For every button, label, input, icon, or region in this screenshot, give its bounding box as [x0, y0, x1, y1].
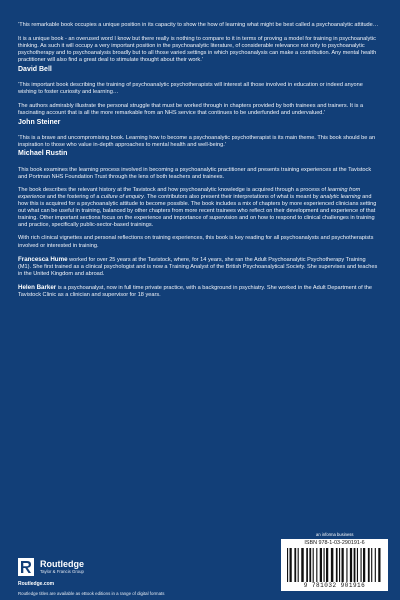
- publisher-url: Routledge.com: [18, 581, 55, 587]
- description-paragraph-3: With rich clinical vignettes and personal reflections on training experiences, this book is key reading for all psychoanalysts and psychotherapists involved or interested in training.: [18, 235, 374, 249]
- author-bio-text-2: is a psychoanalyst, now in full time private practice, with a background in psychiatry. She worked in the Adult Department of the Tavistock Clinic as a clinician and supervisor for 18 years.: [18, 284, 372, 299]
- informa-business-label: an informa business: [316, 532, 354, 537]
- routledge-r-icon: [18, 558, 34, 576]
- author-name-2: Helen Barker: [18, 283, 57, 291]
- routledge-logo: [18, 558, 118, 578]
- author-bio-2: [18, 284, 380, 299]
- barcode-bar: [350, 548, 352, 582]
- description-paragraph-1: This book examines the learning process involved in becoming a psychoanalytic practitioner and presents training experiences at the Tavistock and Portman NHS Foundation Trust through the lens of both teachers and trainees.: [18, 166, 372, 180]
- barcode-bar: [346, 548, 347, 582]
- barcode-bar: [336, 548, 338, 582]
- barcode-bar: [363, 548, 365, 582]
- barcode-bar: [368, 548, 370, 582]
- barcode-bar: [324, 548, 325, 582]
- barcode-bar: [342, 548, 344, 582]
- endorsement-author-2: John Steiner: [18, 118, 61, 126]
- barcode-digits: 9 781032 901916: [303, 582, 366, 589]
- endorsement-quote-2: ‘This important book describing the training of psychoanalytic psychotherapists will interest all those involved in education or indeed anyone wishing to foster curiosity and learning… The authors admirably illustrate the personal struggle that must be worked through in chapters provided by both trainees and trainers. It is a fascinating account that is all the more remarkable from an NHS service that continues to be underfunded and undervalued.’: [18, 82, 364, 117]
- isbn-label: ISBN 978-1-03-290191-6: [304, 540, 365, 546]
- isbn-barcode: [281, 539, 388, 591]
- barcode-bar: [309, 548, 311, 582]
- author-bio-text-1: worked for over 25 years at the Tavistock, where, for 14 years, she ran the Adult Psychoanalytic Psychotherapy Training (M1). She first trained as a clinical psychologist and is now a Training Analyst of the British Psychoanalytical Society. She supervises and teaches in the United Kingdom and abroad.: [18, 256, 378, 277]
- barcode-bar: [357, 548, 358, 582]
- barcode-bar: [306, 548, 308, 582]
- barcode-bar: [294, 548, 296, 582]
- barcode-bar: [361, 548, 362, 582]
- barcode-bar: [287, 548, 288, 582]
- author-bio-1: [18, 256, 380, 278]
- endorsement-author-3: Michael Rustin: [18, 150, 68, 158]
- barcode-bar: [301, 548, 303, 582]
- barcode-bar: [326, 548, 328, 582]
- barcode-bar: [331, 548, 333, 582]
- barcode-bar: [320, 548, 322, 582]
- barcode-bar: [375, 548, 376, 582]
- back-cover-text: [18, 22, 380, 305]
- barcode-bar: [371, 548, 372, 582]
- barcode-bar: [378, 548, 380, 582]
- barcode-bar: [290, 548, 292, 582]
- author-name-1: Francesca Hume: [18, 255, 68, 263]
- endorsement-quote-3: ‘This is a brave and uncompromising book. Learning how to become a psychoanalytic psychotherapist is its main theme. This book should be an inspiration to those who value in-depth approaches to mental health and well-being.’: [18, 135, 376, 149]
- barcode-bar: [298, 548, 299, 582]
- endorsement-quote-1: ‘This remarkable book occupies a unique position in its capacity to show the how of learning what might be best called a psychoanalytic attitude… It is a unique book - an overused word I know but there really is nothing to compare to it in terms of proving a model for training in psychoanalytic thinking. As such it will occupy a very important position in the psychoanalytic literature, of considerable relevance not only to psychoanalytic psychotherapy and to psychoanalysis broadly but to all those varied settings in which psychoanalysis can make a contribution. Any mental health practitioner will also find a great deal to stimulate thought about their work.’: [18, 22, 379, 64]
- barcode-bars: [287, 548, 382, 582]
- ebook-note: Routledge titles are available as eBook editions in a range of digital formats: [18, 591, 165, 596]
- barcode-bar: [316, 548, 317, 582]
- publisher-name: Routledge: [40, 559, 84, 569]
- barcode-bar: [354, 548, 356, 582]
- description-paragraph-2: The book describes the relevant history at the Tavistock and how psychoanalytic knowledge is acquired through a process of learning from experience and the fostering of a culture of enquiry. The contributors also present their interpretations of what is meant by analytic learning and how this is acquired for a psychoanalytic attitude to become possible. The book includes a mix of chapters by more experienced clinicians setting out what can be useful in training, balanced by other chapters from more recent trainees who reflect on their development and experience of that training. Other important sections focus on the experience and importance of supervision and on how to respond to clinical challenges in training and practice, specifically public-sector-based trainings.: [18, 186, 377, 229]
- barcode-bar: [339, 548, 340, 582]
- publisher-group: Taylor & Francis Group: [40, 569, 84, 574]
- endorsement-author-1: David Bell: [18, 65, 52, 73]
- barcode-bar: [313, 548, 314, 582]
